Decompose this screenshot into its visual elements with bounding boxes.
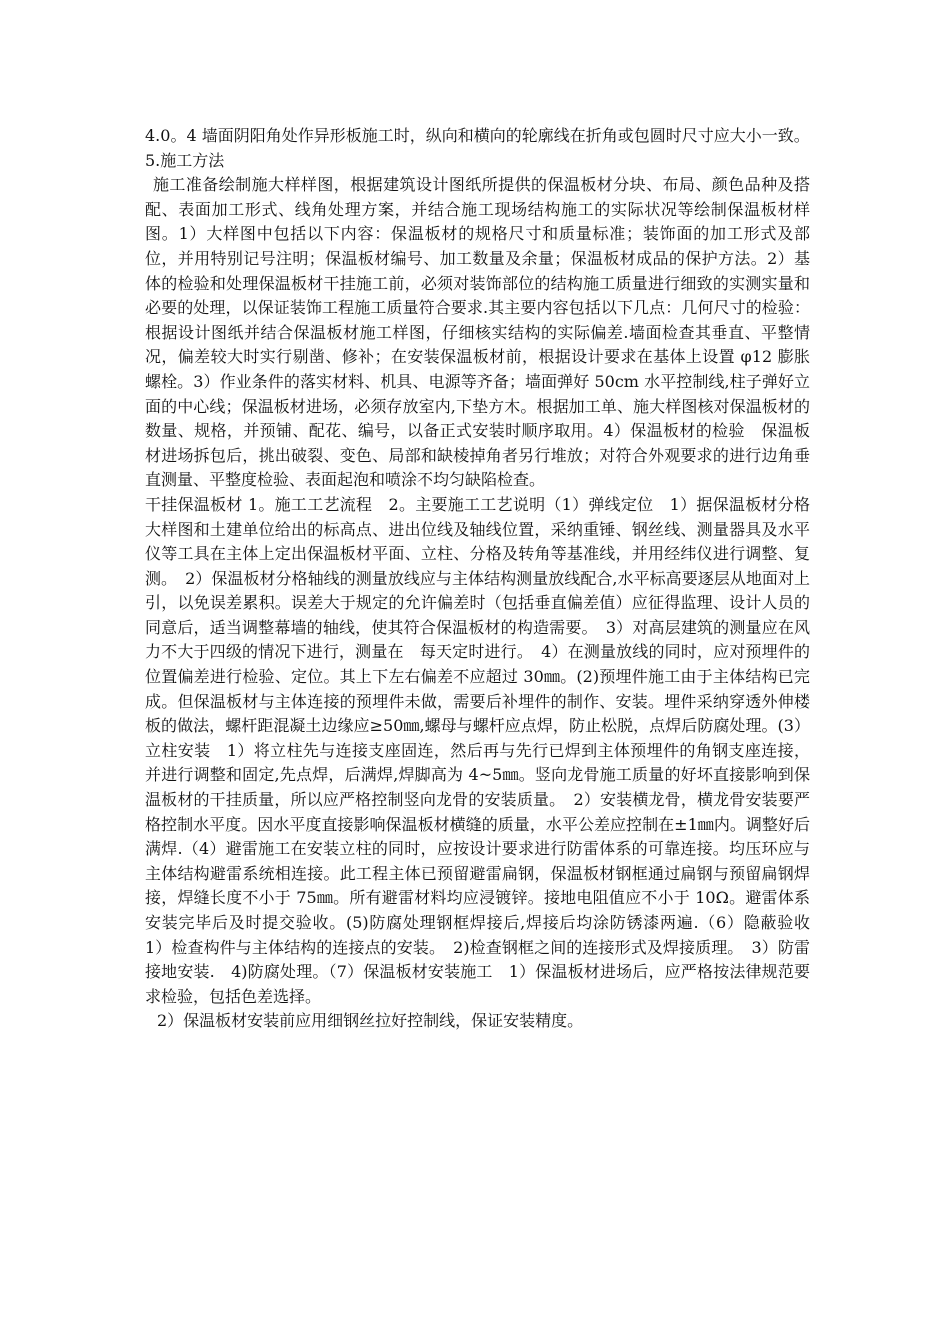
paragraph-installation-control-line: 2）保温板材安装前应用细钢丝拉好控制线，保证安装精度。	[157, 1011, 584, 1031]
paragraph-clause-4-0-4: 4.0。4 墙面阴阳角处作异形板施工时，纵向和横向的轮廓线在折角或包圆时尺寸应大小一致。	[145, 126, 810, 145]
document-body	[145, 124, 827, 1034]
section-heading-construction-method: 5.施工方法	[145, 150, 225, 170]
paragraph-construction-preparation: 施工准备绘制施大样样图，根据建筑设计图纸所提供的保温板材分块、布局、颜色品种及搭配、表面加工形式、线角处理方案，并结合施工现场结构施工的实际状况等绘制保温板材样图。1）大样图中包括以下内容：保温板材的规格尺寸和质量标准；装饰面的加工形式及部位，并用特别记号注明；保温板材编号、加工数量及余量；保温板材成品的保护方法。2）基体的检验和处理保温板材干挂施工前，必须对装饰部位的结构施工质量进行细致的实测实量和必要的处理，以保证装饰工程施工质量符合要求.其主要内容包括以下几点：几何尺寸的检验：根据设计图纸并结合保温板材施工样图，仔细核实结构的实际偏差.墙面检查其垂直、平整情况，偏差较大时实行剔凿、修补；在安装保温板材前，根据设计要求在基体上设置 φ12 膨胀螺栓。3）作业条件的落实材料、机具、电源等齐备；墙面弹好 50cm 水平控制线,柱子弹好立面的中心线；保温板材进场，必须存放室内,下垫方木。根据加工单、施大样图核对保温板材的数量、规格，并预铺、配花、编号，以备正式安装时顺序取用。4）保温板材的检验 保温板材进场拆包后，挑出破裂、变色、局部和缺棱掉角者另行堆放；对符合外观要求的进行边角垂直测量、平整度检验、表面起泡和喷涂不均匀缺陷检查。	[145, 175, 810, 490]
paragraph-dry-hanging-process: 干挂保温板材 1。施工工艺流程 2。主要施工工艺说明（1）弹线定位 1）据保温板材分格大样图和土建单位给出的标高点、进出位线及轴线位置，采纳重锤、钢丝线、测量器具及水平仪等工具在主体上定出保温板材平面、立柱、分格及转角等基准线，并用经纬仪进行调整、复测。 2）保温板材分格轴线的测量放线应与主体结构测量放线配合,水平标高要逐层从地面对上引，以免误差累积。误差大于规定的允许偏差时（包括垂直偏差值）应征得监理、设计人员的同意后，适当调整幕墙的轴线，使其符合保温板材的构造需要。 3）对高层建筑的测量应在风力不大于四级的情况下进行，测量在 每天定时进行。 4）在测量放线的同时，应对预埋件的位置偏差进行检验、定位。其上下左右偏差不应超过 30㎜。(2)预埋件施工由于主体结构已完成。但保温板材与主体连接的预埋件未做，需要后补埋件的制作、安装。埋件采纳穿透外伸楼板的做法，螺杆距混凝土边缘应≥50㎜,螺母与螺杆应点焊，防止松脱，点焊后防腐处理。(3）立柱安装 1）将立柱先与连接支座固连，然后再与先行已焊到主体预埋件的角钢支座连接，并进行调整和固定,先点焊，后满焊,焊脚高为 4~5㎜。竖向龙骨施工质量的好坏直接影响到保温板材的干挂质量，所以应严格控制竖向龙骨的安装质量。 2）安装横龙骨，横龙骨安装要严格控制水平度。因水平度直接影响保温板材横缝的质量，水平公差应控制在±1㎜内。调整好后满焊.（4）避雷施工在安装立柱的同时，应按设计要求进行防雷体系的可靠连接。均压环应与主体结构避雷系统相连接。此工程主体已预留避雷扁钢，保温板材钢框通过扁钢与预留扁钢焊接，焊缝长度不小于 75㎜。所有避雷材料均应浸镀锌。接地电阻值应不小于 10Ω。避雷体系安装完毕后及时提交验收。(5)防腐处理钢框焊接后,焊接后均涂防锈漆两遍.（6）隐蔽验收 1）检查构件与主体结构的连接点的安装。 2)检查钢框之间的连接形式及焊接质理。 3）防雷接地安装. 4)防腐处理。（7）保温板材安装施工 1）保温板材进场后，应严格按法律规范要求检验，包括色差选择。	[145, 494, 827, 1006]
